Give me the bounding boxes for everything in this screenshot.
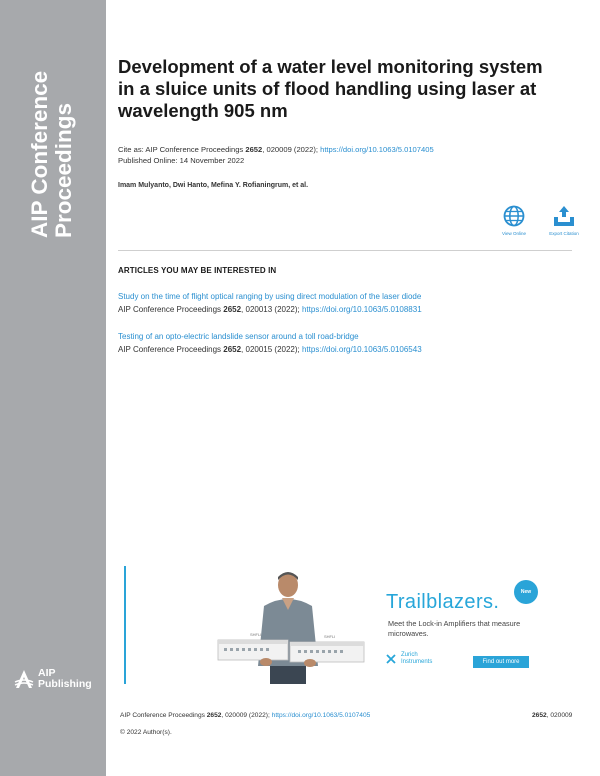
sidebar	[0, 0, 106, 776]
ad-accent-bar	[124, 566, 126, 684]
export-citation-button[interactable]: Export Citation	[544, 205, 584, 236]
aip-publishing-logo[interactable]	[14, 668, 92, 690]
related-article: Testing of an opto-electric landslide sensor around a toll road-bridge AIP Conference Proceedings 2652, 020015 (2022); https://doi.org/10.1063/5.0106543	[118, 331, 578, 356]
device-label-left: SHFLI	[250, 632, 262, 637]
related-article-title-link[interactable]: Study on the time of flight optical ranging by using direct modulation of the laser diode	[118, 292, 422, 301]
related-article: Study on the time of flight optical ranging by using direct modulation of the laser diode AIP Conference Proceedings 2652, 020013 (2022); https://doi.org/10.1063/5.0108831	[118, 291, 578, 316]
related-article-doi-link[interactable]: https://doi.org/10.1063/5.0108831	[301, 304, 422, 314]
aip-logo-icon	[14, 668, 34, 690]
advertisement-banner[interactable]	[124, 566, 548, 684]
ad-subline: Meet the Lock-in Amplifiers that measure microwaves.	[388, 619, 521, 638]
find-out-more-button[interactable]: Find out more	[473, 656, 529, 668]
ad-new-badge: New	[514, 580, 538, 604]
footer-doi-link[interactable]: https://doi.org/10.1063/5.0107405	[271, 712, 371, 719]
paper-title: Development of a water level monitoring system in a sluice units of flood handling using laser at wavelength 905 nm	[118, 56, 543, 121]
zurich-x-icon	[386, 654, 396, 664]
ad-headline: Trailblazers.	[386, 591, 500, 613]
person-with-instruments-image	[206, 570, 376, 684]
footer-citation: AIP Conference Proceedings 2652, 020009 (2022); https://doi.org/10.1063/5.0107405	[120, 712, 371, 719]
related-article-doi-link[interactable]: https://doi.org/10.1063/5.0106543	[301, 344, 422, 354]
journal-name-line2: Proceedings	[51, 102, 76, 238]
export-icon	[552, 205, 576, 227]
divider	[118, 250, 572, 251]
authors: Imam Mulyanto, Dwi Hanto, Mefina Y. Rofianingrum, et al.	[118, 182, 309, 189]
doi-link[interactable]: https://doi.org/10.1063/5.0107405	[320, 145, 434, 154]
journal-name	[28, 71, 76, 238]
zurich-instruments-logo: Zurich Instruments	[386, 652, 432, 666]
citation-block: Cite as: AIP Conference Proceedings 2652, 020009 (2022); https://doi.org/10.1063/5.0107405 Published Online: 14 November 2022	[118, 145, 434, 165]
device-label-right: SHFLI	[324, 634, 336, 639]
journal-name-line1: AIP Conference	[27, 70, 52, 238]
view-online-button[interactable]: View Online	[494, 205, 534, 236]
publisher-name: AIP Publishing	[38, 667, 92, 690]
globe-icon	[503, 205, 525, 227]
published-date: Published Online: 14 November 2022	[118, 155, 245, 165]
footer-page-number: 2652, 020009	[532, 712, 573, 719]
related-articles-heading: ARTICLES YOU MAY BE INTERESTED IN	[118, 266, 277, 275]
copyright-notice: © 2022 Author(s).	[120, 729, 172, 736]
related-article-title-link[interactable]: Testing of an opto-electric landslide sensor around a toll road-bridge	[118, 332, 359, 341]
